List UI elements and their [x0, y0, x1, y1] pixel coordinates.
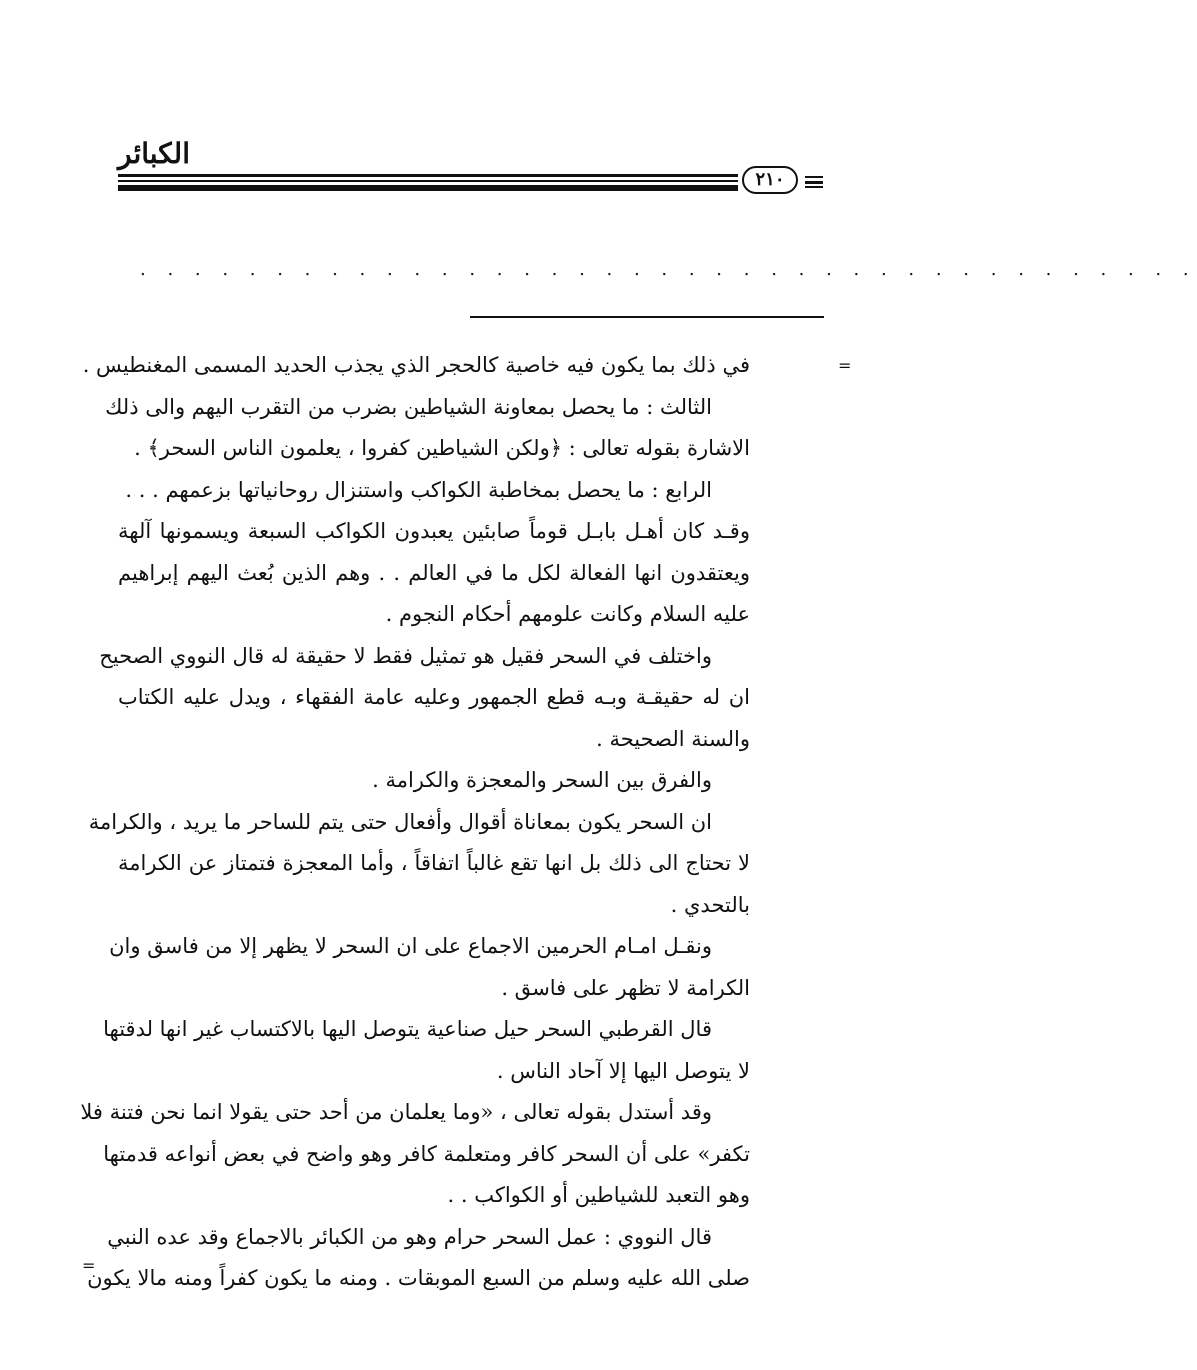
header-rule-tail: [805, 186, 823, 188]
dotted-separator: . . . . . . . . . . . . . . . . . . . . . . . . . . . . . . . . . . . . . . .: [140, 259, 1197, 280]
text-line: عليه السلام وكانت علومهم أحكام النجوم .: [385, 602, 750, 626]
text-line: ويعتقدون انها الفعالة لكل ما في العالم . . وهم الذين بُعث اليهم إبراهيم: [118, 560, 750, 585]
text-line: والفرق بين السحر والمعجزة والكرامة .: [372, 768, 712, 792]
text-line: الكرامة لا تظهر على فاسق .: [501, 975, 750, 1000]
footnote-rule: [470, 316, 824, 318]
header-rule-tail: [805, 176, 823, 178]
margin-mark: =: [82, 1256, 96, 1275]
page-number: ٢١٠: [742, 166, 798, 194]
header-rule: [118, 185, 738, 191]
text-line: قال القرطبي السحر حيل صناعية يتوصل اليها بالاكتساب غير انها لدقتها: [103, 1017, 712, 1041]
text-line: الرابع : ما يحصل بمخاطبة الكواكب واستنزال روحانياتها بزعمهم . . .: [125, 477, 712, 502]
text-line: ان السحر يكون بمعاناة أقوال وأفعال حتى يتم للساحر ما يريد ، والكرامة: [88, 809, 712, 834]
text-line: قال النووي : عمل السحر حرام وهو من الكبائر بالاجماع وقد عده النبي: [107, 1224, 712, 1249]
text-line: بالتحدي .: [670, 892, 750, 917]
text-line: واختلف في السحر فقيل هو تمثيل فقط لا حقيقة له قال النووي الصحيح: [99, 643, 712, 668]
body-text: [80, 345, 750, 1300]
text-line: لا تحتاج الى ذلك بل انها تقع غالباً اتفاقاً ، وأما المعجزة فتمتاز عن الكرامة: [118, 851, 750, 875]
header-rule: [118, 174, 738, 177]
text-line: ان له حقيقـة وبـه قطع الجمهور وعليه عامة الفقهاء ، ويدل عليه الكتاب: [118, 685, 750, 709]
text-line: صلى الله عليه وسلم من السبع الموبقات . ومنه ما يكون كفراً ومنه مالا يكون: [87, 1266, 750, 1290]
text-line: في ذلك بما يكون فيه خاصية كالحجر الذي يجذب الحديد المسمى المغنطيس .: [82, 353, 750, 377]
margin-mark: =: [838, 356, 852, 375]
text-line: تكفر» على أن السحر كافر ومتعلمة كافر وهو واضح في بعض أنواعه قدمتها: [103, 1141, 750, 1166]
header-rule-tail: [805, 181, 823, 184]
text-line: وقد أستدل بقوله تعالى ، «وما يعلمان من أحد حتى يقولا انما نحن فتنة فلا: [80, 1100, 712, 1124]
text-line: لا يتوصل اليها إلا آحاد الناس .: [496, 1058, 750, 1083]
text-line: وهو التعبد للشياطين أو الكواكب . .: [447, 1183, 750, 1207]
header-title: الكبائر: [118, 137, 190, 170]
text-line: الثالث : ما يحصل بمعاونة الشياطين بضرب من التقرب اليهم والى ذلك: [105, 394, 712, 419]
text-line: وقـد كان أهـل بابـل قوماً صابئين يعبدون الكواكب السبعة ويسمونها آلهة: [118, 519, 750, 543]
text-line: والسنة الصحيحة .: [596, 726, 750, 751]
text-line: ونقـل امـام الحرمين الاجماع على ان السحر لا يظهر إلا من فاسق وان: [109, 934, 712, 958]
header-rule: [118, 180, 738, 182]
text-line: الاشارة بقوله تعالى : ﴿ولكن الشياطين كفروا ، يعلمون الناس السحر﴾ .: [134, 436, 750, 460]
